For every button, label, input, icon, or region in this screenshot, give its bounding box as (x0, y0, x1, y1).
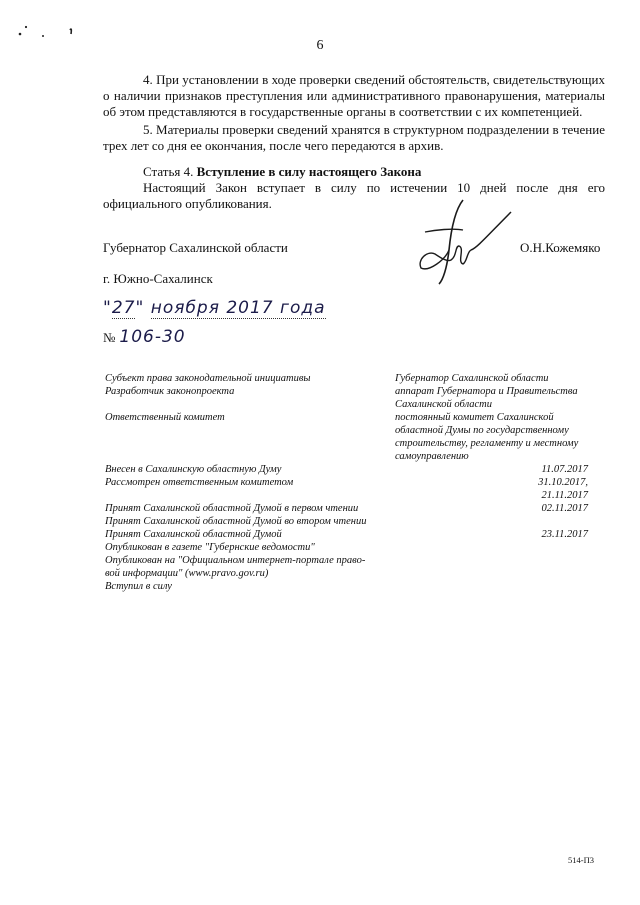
first-reading-label: Принят Сахалинской областной Думой в первом чтении (105, 503, 359, 514)
date-line (103, 298, 326, 318)
adopted-date: 23.11.2017 (541, 529, 588, 540)
introduced-label: Внесен в Сахалинскую областную Думу (105, 464, 282, 475)
date-rest: ноября 2017 года (150, 298, 326, 318)
committee-value-2: областной Думы по государственному (395, 425, 569, 436)
committee-value-1: постоянный комитет Сахалинской (395, 412, 554, 423)
subject-value-3: Сахалинской области (395, 399, 493, 410)
handwritten-signature (405, 190, 515, 290)
committee-label: Ответственный комитет (105, 412, 225, 423)
reviewed-date-1: 31.10.2017, (538, 477, 588, 488)
reviewed-label: Рассмотрен ответственным комитетом (105, 477, 294, 488)
reviewed-date-2: 21.11.2017 (541, 490, 588, 501)
article-text: Настоящий Закон вступает в силу по истечении 10 дней после дня его официального опубликования. (103, 180, 605, 211)
first-reading-date: 02.11.2017 (541, 503, 588, 514)
introduced-date: 11.07.2017 (541, 464, 588, 475)
article-label: Статья 4. (143, 164, 194, 179)
subject-value-2: аппарат Губернатора и Правительства (395, 386, 578, 397)
second-reading-label: Принят Сахалинской областной Думой во втором чтении (105, 516, 367, 527)
governor-position: Губернатор Сахалинской области (103, 240, 288, 255)
article-heading (103, 164, 605, 180)
law-number-value: 106-30 (119, 327, 186, 347)
committee-value-3: строительству, регламенту и местному (395, 438, 579, 449)
paragraph-4-text: 4. При установлении в ходе проверки сведений обстоятельств, свидетельствующих о наличии признаков преступления или административного правонарушения, материалы об этом представляются в государственные органы в соответствии с их компетенцией. (103, 72, 605, 119)
committee-value-4: самоуправлению (395, 451, 469, 462)
subject-label: Субъект права законодательной инициативы (105, 373, 311, 384)
city-line: г. Южно-Сахалинск (103, 271, 213, 286)
governor-name: О.Н.Кожемяко (520, 240, 601, 255)
published-portal-label-2: вой информации" (www.pravo.gov.ru) (105, 568, 269, 579)
subject-value-1: Губернатор Сахалинской области (395, 373, 549, 384)
paragraph-5-text: 5. Материалы проверки сведений хранятся в структурном подразделении в течение трех лет со дня ее окончания, после чего передаются в архив. (103, 122, 605, 153)
footer-code: 514-П3 (568, 855, 594, 865)
paragraph-4 (103, 72, 605, 120)
article-title: Вступление в силу настоящего Закона (196, 164, 422, 179)
published-gazette-label: Опубликован в газете "Губернские ведомости" (105, 542, 315, 553)
article-text-block (103, 180, 605, 212)
published-portal-label-1: Опубликован на "Официальном интернет-портале право- (105, 555, 366, 566)
law-number-line (103, 327, 186, 347)
page-number: 6 (316, 38, 324, 53)
paragraph-5 (103, 122, 605, 154)
adopted-label: Принят Сахалинской областной Думой (105, 529, 282, 540)
date-close-quote: " (135, 298, 145, 318)
date-open-quote: " (103, 298, 112, 318)
in-force-label: Вступил в силу (105, 581, 172, 592)
date-day: 27 (111, 298, 136, 318)
law-number-prefix: № (103, 330, 116, 345)
developer-label: Разработчик законопроекта (105, 386, 235, 397)
